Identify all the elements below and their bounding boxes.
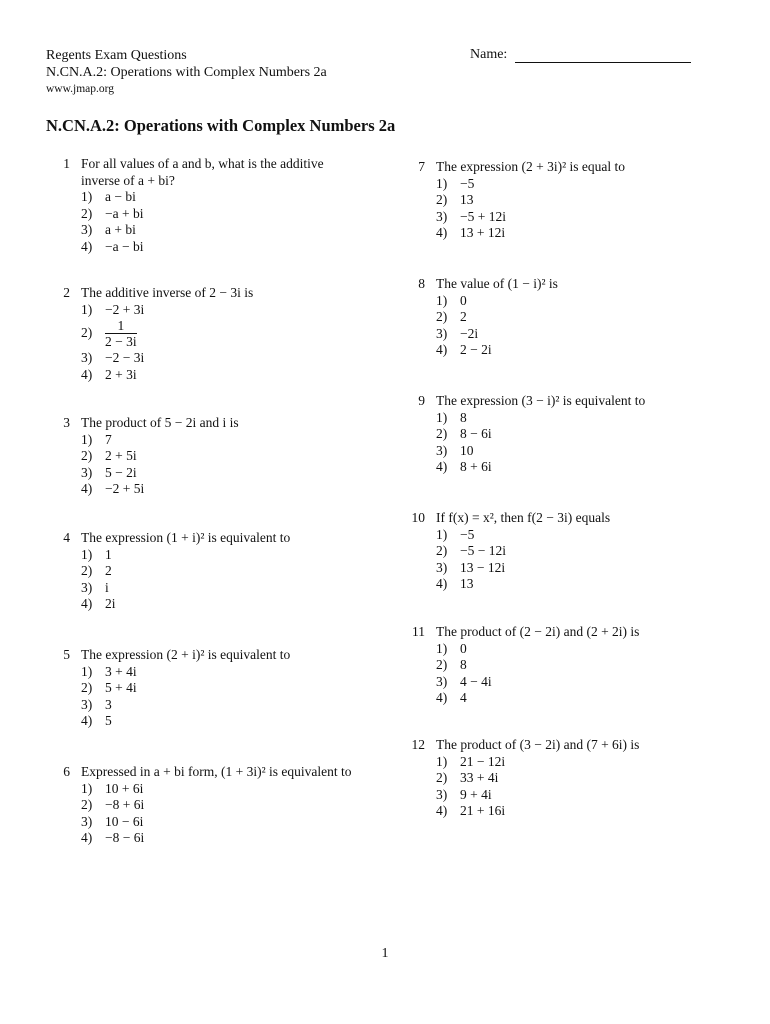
question-stem: The expression (2 + i)² is equivalent to — [81, 647, 291, 662]
answer-option: 4) 2i — [81, 596, 116, 611]
question-number: 2 — [63, 285, 70, 300]
page-title: N.CN.A.2: Operations with Complex Numbers 2a — [46, 116, 396, 135]
question-1 — [56, 156, 324, 255]
question-number: 3 — [63, 415, 70, 430]
question-number: 10 — [411, 510, 425, 525]
answer-option: 3) a + bi — [81, 222, 136, 237]
document-header — [46, 47, 327, 98]
question-number: 8 — [418, 276, 425, 291]
answer-option: 1) −2 + 3i — [81, 301, 145, 317]
answer-option: 2) 13 — [436, 192, 474, 207]
answer-option: 3) i — [81, 579, 109, 595]
answer-option: 1) 3 + 4i — [81, 663, 137, 679]
answer-option: 4) 13 — [436, 576, 474, 591]
answer-option: 3) −5 + 12i — [436, 208, 506, 224]
answer-option: 1) 8 — [436, 409, 467, 425]
answer-option: 1) −5 — [436, 526, 475, 542]
question-stem: The value of (1 − i)² is — [436, 276, 558, 291]
question-6 — [56, 764, 351, 847]
question-number: 6 — [63, 764, 70, 779]
answer-option: 4) −2 + 5i — [81, 481, 145, 496]
question-stem: The additive inverse of 2 − 3i is — [81, 285, 254, 300]
fraction: $\frac{1}{2 - 3i}$ — [105, 318, 137, 349]
answer-option: 4) −a − bi — [81, 238, 144, 254]
question-11 — [411, 624, 639, 707]
answer-option: 4) 21 + 16i — [436, 803, 506, 818]
question-number: 4 — [63, 530, 70, 545]
answer-option: 3) 3 — [81, 696, 112, 712]
answer-option: 3) −2i — [436, 325, 479, 341]
answer-option: 2) 2 + 5i — [81, 448, 137, 463]
question-stem: The product of 5 − 2i and i is — [81, 415, 239, 430]
answer-option: 1) 21 − 12i — [436, 753, 506, 769]
question-number: 5 — [63, 647, 70, 662]
answer-option: 2) −5 − 12i — [436, 543, 506, 558]
question-stem: If f(x) = x², then f(2 − 3i) equals — [436, 510, 611, 525]
name-blank-line[interactable] — [515, 48, 691, 63]
answer-option: 3) 5 − 2i — [81, 464, 137, 480]
answer-option: 1) 0 — [436, 640, 467, 656]
answer-option: 2) 2 — [81, 563, 112, 578]
question-10 — [411, 510, 610, 593]
question-stem: Expressed in a + bi form, (1 + 3i)² is equivalent to — [81, 764, 352, 779]
answer-option: 2) 8 — [436, 657, 467, 672]
question-12 — [411, 737, 639, 820]
question-number: 9 — [418, 393, 425, 408]
answer-option: 1) −5 — [436, 175, 475, 191]
question-stem: The product of (3 − 2i) and (7 + 6i) is — [436, 737, 640, 752]
page-number: 1 — [381, 946, 389, 961]
answer-option: 4) −8 − 6i — [81, 830, 145, 845]
question-number: 7 — [418, 159, 425, 174]
answer-option: 2) 33 + 4i — [436, 770, 499, 785]
question-stem: For all values of a and b, what is the additive — [81, 156, 324, 171]
question-stem: The product of (2 − 2i) and (2 + 2i) is — [436, 624, 640, 639]
name-field — [470, 47, 691, 63]
question-stem: inverse of a + bi? — [81, 172, 175, 188]
answer-option: 2) −8 + 6i — [81, 797, 145, 812]
question-4 — [56, 530, 290, 613]
answer-option: 3) 10 − 6i — [81, 813, 144, 829]
question-8 — [411, 276, 558, 359]
answer-option: 1) a − bi — [81, 189, 136, 204]
answer-option: 3) 10 — [436, 442, 474, 458]
question-number: 1 — [63, 156, 70, 171]
header-line-1: Regents Exam Questions — [46, 48, 187, 63]
question-9 — [411, 393, 645, 476]
answer-option: 2) −a + bi — [81, 205, 144, 221]
question-2 — [56, 285, 253, 383]
answer-option: 1) 10 + 6i — [81, 780, 144, 796]
answer-option: 3) 9 + 4i — [436, 786, 492, 802]
question-stem: The expression (2 + 3i)² is equal to — [436, 159, 625, 174]
question-3 — [56, 415, 239, 498]
answer-option: 2) 2 — [436, 309, 467, 324]
answer-option: 3) 13 − 12i — [436, 559, 506, 575]
answer-option: 1) 0 — [436, 292, 467, 308]
answer-option: 3) −2 − 3i — [81, 350, 145, 365]
question-stem: The expression (3 − i)² is equivalent to — [436, 393, 646, 408]
question-7 — [411, 159, 625, 242]
header-line-2: N.CN.A.2: Operations with Complex Numbers 2a — [46, 65, 327, 80]
answer-option: 3) 4 − 4i — [436, 673, 492, 689]
answer-option: 4) 4 — [436, 690, 467, 705]
answer-option: 1) 1 — [81, 546, 112, 562]
question-number: 12 — [411, 737, 425, 752]
answer-option: 4) 13 + 12i — [436, 225, 506, 240]
name-label: Name: — [470, 47, 508, 62]
answer-option: 2) 8 − 6i — [436, 426, 492, 441]
header-url: www.jmap.org — [46, 83, 115, 95]
question-stem: The expression (1 + i)² is equivalent to — [81, 530, 291, 545]
answer-option: 4) 2 − 2i — [436, 342, 492, 357]
answer-option: 4) 5 — [81, 713, 112, 728]
question-number: 11 — [412, 624, 425, 639]
answer-option: 1) 7 — [81, 431, 112, 447]
answer-option-fraction: 2) $\frac{1}{2 - 3i}$ — [81, 318, 137, 349]
question-5 — [56, 647, 290, 730]
answer-option: 2) 5 + 4i — [81, 680, 137, 695]
answer-option: 4) 8 + 6i — [436, 459, 492, 474]
answer-option: 4) 2 + 3i — [81, 366, 137, 382]
